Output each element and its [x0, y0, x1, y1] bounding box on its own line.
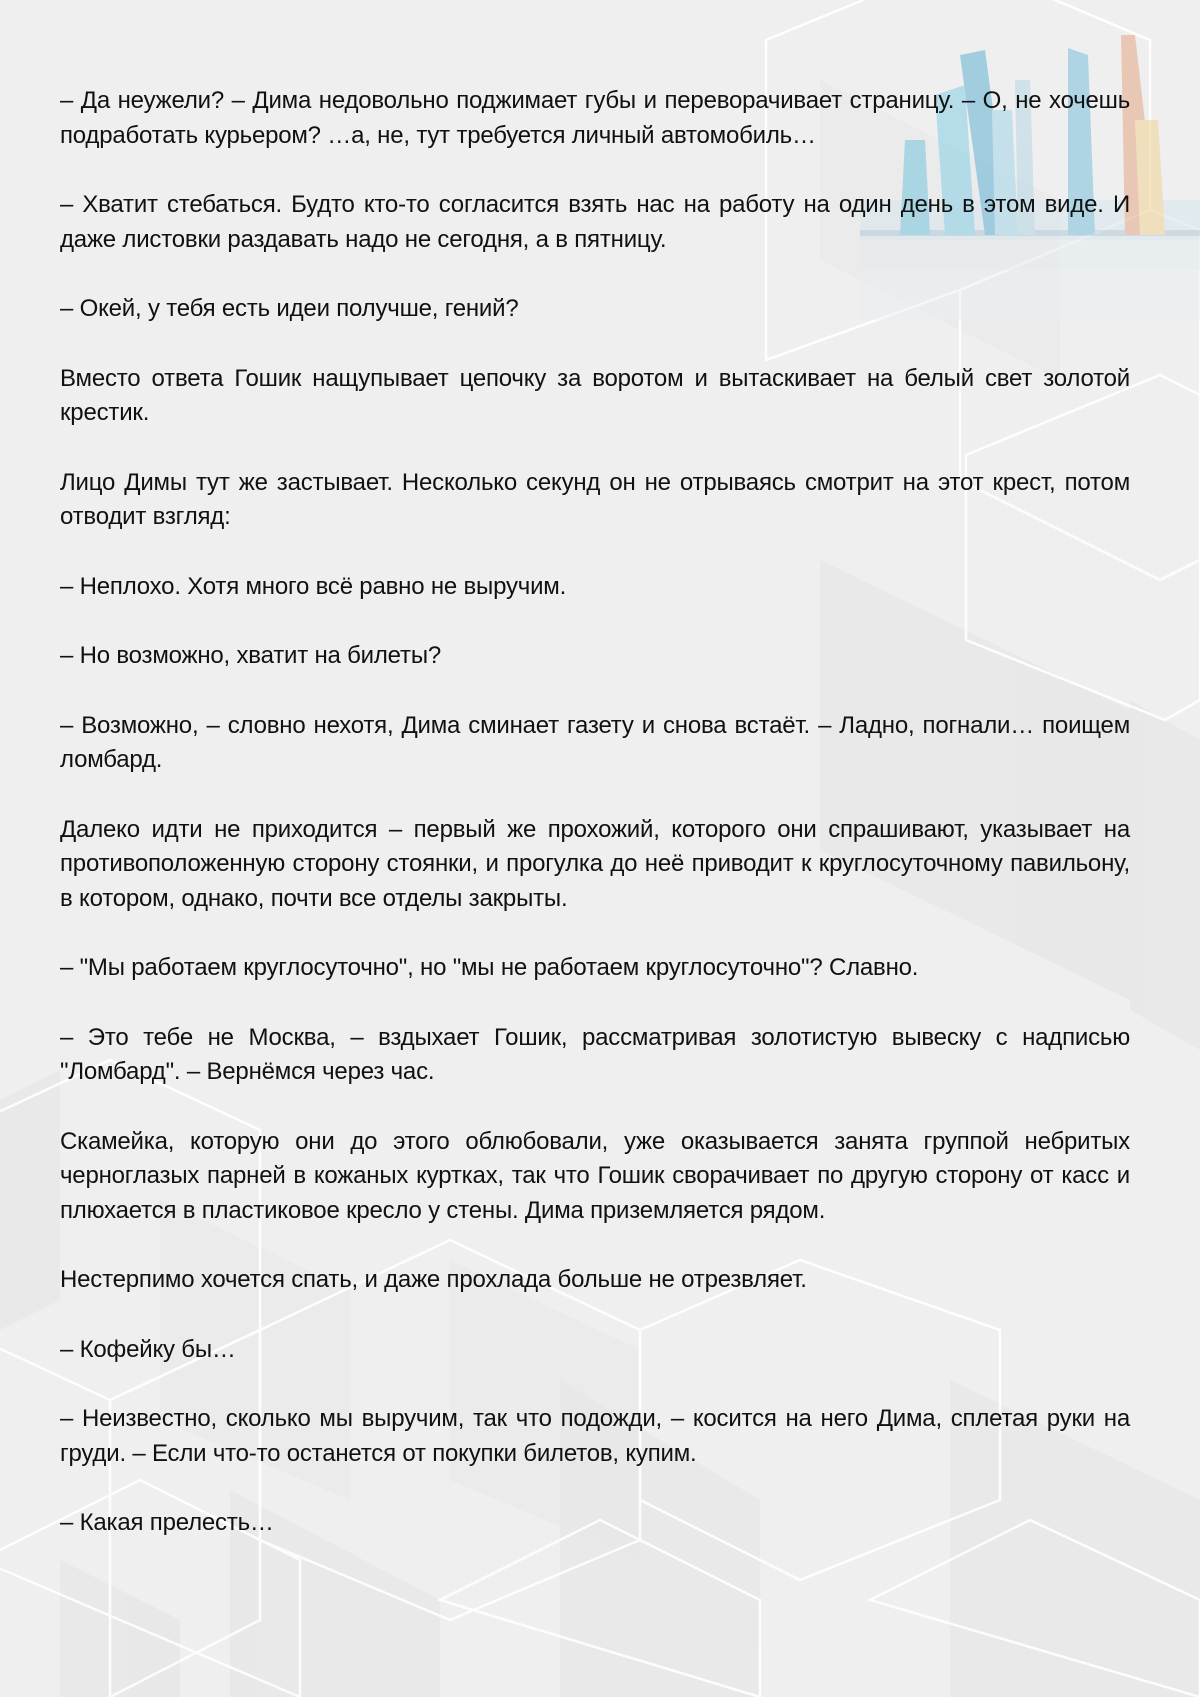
- paragraph-8: – Возможно, – словно нехотя, Дима сминает газету и снова встаёт. – Ладно, погнали… поищем ломбард.: [60, 711, 1130, 773]
- document-body: [60, 84, 1130, 1576]
- paragraph-4: Вместо ответа Гошик нащупывает цепочку за воротом и вытаскивает на белый свет золотой крестик.: [60, 364, 1130, 426]
- paragraph-9: Далеко идти не приходится – первый же прохожий, которого они спрашивают, указывает на противоположенную сторону стоянки, и прогулка до неё приводит к круглосуточному павильону, в котором, однако, почти все отделы закрыты.: [60, 815, 1130, 912]
- paragraph-2: – Хватит стебаться. Будто кто-то согласится взять нас на работу на один день в этом виде. И даже листовки раздавать надо не сегодня, а в пятницу.: [60, 191, 1130, 253]
- paragraph-14: – Кофейку бы…: [60, 1335, 236, 1363]
- paragraph-3: – Окей, у тебя есть идеи получше, гений?: [60, 295, 519, 322]
- paragraph-7: – Но возможно, хватит на билеты?: [60, 642, 442, 669]
- paragraph-13: Нестерпимо хочется спать, и даже прохлада больше не отрезвляет.: [60, 1266, 807, 1293]
- paragraph-12: Скамейка, которую они до этого облюбовали, уже оказывается занята группой небритых черноглазых парней в кожаных куртках, так что Гошик сворачивает по другую сторону от касс и плюхается в пластиковое кресло у стены. Дима приземляется рядом.: [60, 1127, 1130, 1224]
- paragraph-5: Лицо Димы тут же застывает. Несколько секунд он не отрываясь смотрит на этот крест, потом отводит взгляд:: [60, 468, 1130, 530]
- paragraph-15: – Неизвестно, сколько мы выручим, так что подожди, – косится на него Дима, сплетая руки на груди. – Если что-то останется от покупки билетов, купим.: [60, 1405, 1130, 1467]
- paragraph-16: – Какая прелесть…: [60, 1509, 274, 1536]
- paragraph-11: – Это тебе не Москва, – вздыхает Гошик, рассматривая золотистую вывеску с надписью "Ломбард". – Вернёмся через час.: [60, 1023, 1130, 1085]
- paragraph-1: – Да неужели? – Дима недовольно поджимает губы и переворачивает страницу. – О, не хочешь подработать курьером? …а, не, тут требуется личный автомобиль…: [60, 87, 1130, 149]
- paragraph-10: – "Мы работаем круглосуточно", но "мы не работаем круглосуточно"? Славно.: [60, 954, 919, 981]
- paragraph-6: – Неплохо. Хотя много всё равно не выручим.: [60, 572, 567, 600]
